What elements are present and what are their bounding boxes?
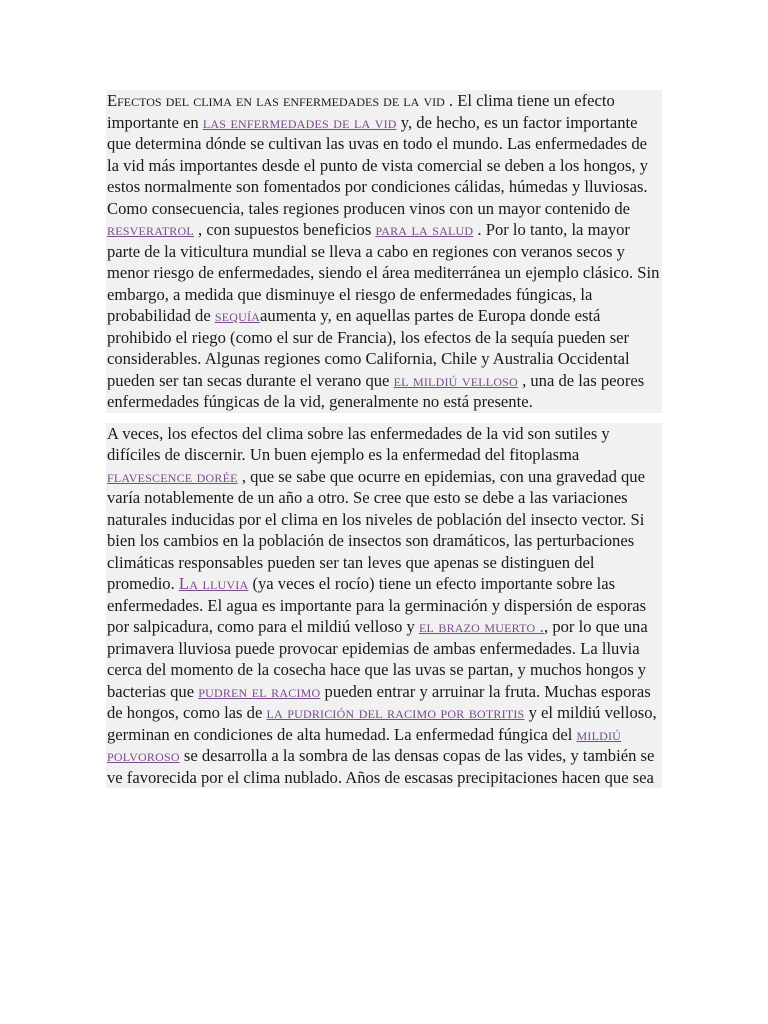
inline-link[interactable]: la pudrición del racimo por botritis <box>266 703 525 722</box>
body-text: y, de hecho, es un factor importante que determina dónde se cultivan las uvas en todo el mundo. Las enfermedades de la vid más importantes desde el punto de vista comercial se deben a los hongos, y estos normalmente son fomentados por condiciones cálidas, húmedas y lluviosas. Como consecuencia, tales regiones producen vinos con un mayor contenido de <box>107 112 649 218</box>
inline-link[interactable]: La lluvia <box>178 574 249 593</box>
section-heading: Efectos del clima en las enfermedades de la vid <box>107 91 445 110</box>
inline-link[interactable]: las enfermedades de la vid <box>202 112 397 132</box>
body-text: pueden entrar y arruinar la fruta. Muchas esporas de hongos, como las de <box>107 681 651 722</box>
body-text: , con supuestos beneficios <box>193 220 376 239</box>
paragraph-subtle-effects <box>106 423 662 789</box>
paragraph-climate-effects <box>106 90 662 413</box>
inline-link[interactable]: sequía <box>214 306 261 325</box>
body-text: y el mildiú velloso, germinan en condiciones de alta humedad. La enfermedad fúngica del <box>107 703 657 744</box>
body-text: . El clima tiene un efecto importante en <box>107 91 615 132</box>
body-text: , una de las peores enfermedades fúngicas de la vid, generalmente no está presente. <box>107 370 645 411</box>
body-text: , por lo que una primavera lluviosa puede provocar epidemias de ambas enfermedades. La lluvia cerca del momento de la cosecha hace que las uvas se partan, y muchos hongos y bacterias que <box>107 617 648 701</box>
body-text: (ya veces el rocío) tiene un efecto importante sobre las enfermedades. El agua es importante para la germinación y dispersión de esporas por salpicadura, como para el mildiú velloso y <box>107 574 647 636</box>
inline-link[interactable]: pudren el racimo <box>198 681 321 701</box>
inline-link[interactable]: resveratrol <box>107 220 194 239</box>
body-text: se desarrolla a la sombra de las densas copas de las vides, y también se ve favorecida por el clima nublado. Años de escasas precipitaciones hacen que sea <box>107 746 655 787</box>
body-text: A veces, los efectos del clima sobre las enfermedades de la vid son sutiles y difíciles de discernir. Un buen ejemplo es la enfermedad del fitoplasma <box>107 423 610 464</box>
inline-link[interactable]: el brazo muerto . <box>418 617 545 636</box>
body-text: aumenta y, en aquellas partes de Europa donde está prohibido el riego (como el sur de Francia), los efectos de la sequía pueden ser considerables. Algunas regiones como California, Chile y Australia Occidental pueden ser tan secas durante el verano que <box>107 306 630 390</box>
inline-link[interactable]: flavescence dorée <box>107 466 238 486</box>
body-text: . Por lo tanto, la mayor parte de la viticultura mundial se lleva a cabo en regiones con veranos secos y menor riesgo de enfermedades, siendo el área mediterránea un ejemplo clásico. Sin embargo, a medida que disminuye el riesgo de enfermedades fúngicas, la probabilidad de <box>107 220 660 325</box>
inline-link[interactable]: para la salud <box>375 220 474 239</box>
inline-link[interactable]: mildiú polvoroso <box>107 724 622 765</box>
inline-link[interactable]: el mildiú velloso <box>393 370 518 390</box>
body-text: , que se sabe que ocurre en epidemias, con una gravedad que varía notablemente de un año a otro. Se cree que esto se debe a las variaciones naturales inducidas por el clima en los niveles de población del insecto vector. Si bien los cambios en la población de insectos son dramáticos, las perturbaciones climáticas responsables pueden ser tan leves que apenas se distinguen del promedio. <box>107 466 645 593</box>
document-page <box>106 90 662 788</box>
